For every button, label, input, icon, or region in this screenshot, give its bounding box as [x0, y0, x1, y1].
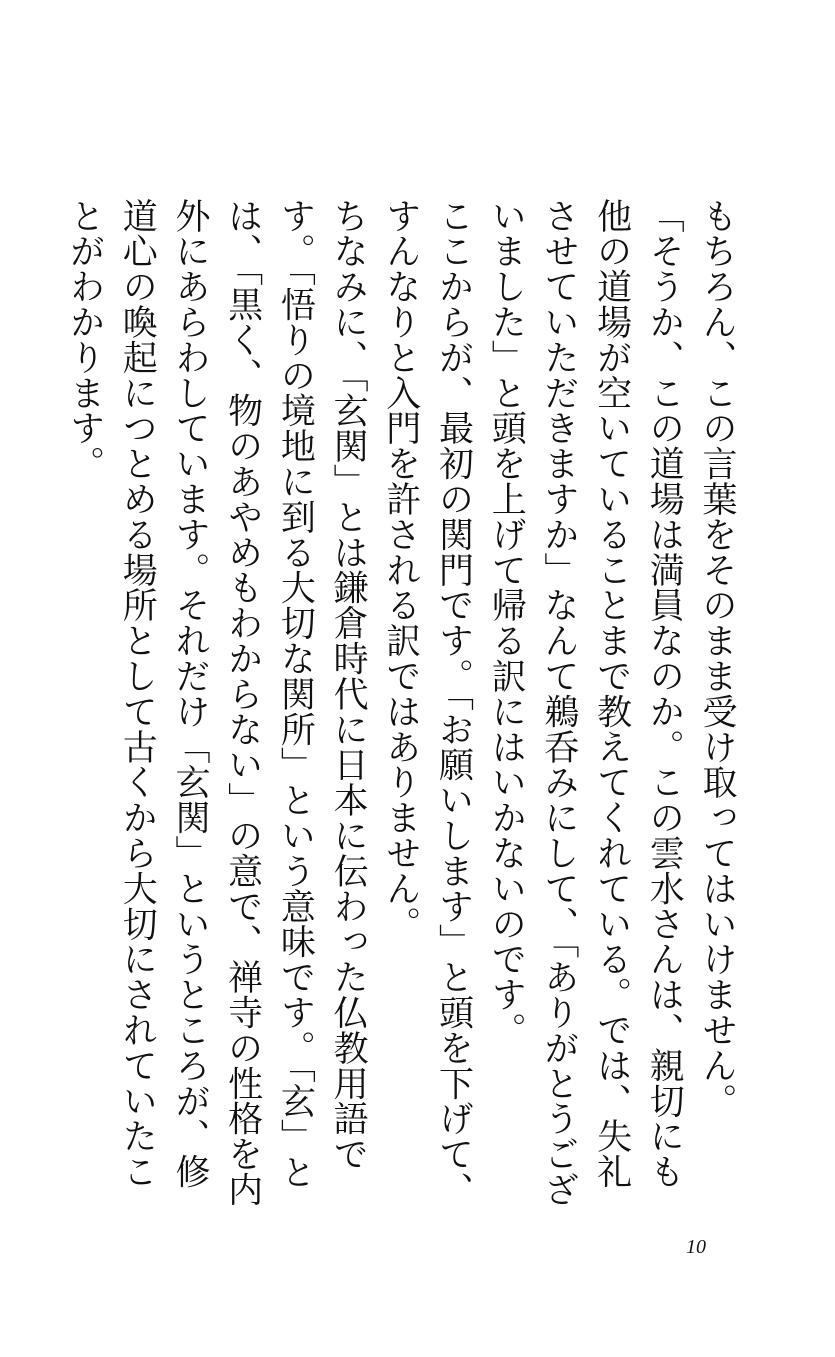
- vertical-text-body: [64, 198, 743, 1218]
- page-number: 10: [686, 1236, 706, 1258]
- paragraph: もちろん、この言葉をそのまま受け取ってはいけません。: [697, 198, 737, 1119]
- paragraph: ちなみに、「玄関」とは鎌倉時代に日本に伝わった仏教用語です。「悟りの境地に到る大切な関所」という意味です。「玄」とは、「黒く、物のあやめもわからない」の意で、禅寺の性格を内外にあらわしています。それだけ「玄関」というところが、修道心の喚起につとめる場所として古くから大切にされていたことがわかります。: [64, 198, 369, 1208]
- paragraph: 「そうか、この道場は満員なのか。この雲水さんは、親切にも他の道場が空いていることまで教えてくれている。では、失礼させていただきますか」なんて鵜呑みにして、「ありがとうございました」と頭を上げて帰る訳にはいかないのです。: [486, 198, 685, 1208]
- section-gap: [5, 198, 58, 1218]
- paragraph: ここからが、最初の関門です。「お願いします」と頭を下げて、すんなりと入門を許される訳ではありません。: [380, 198, 474, 1208]
- section-heading: [0, 198, 5, 1218]
